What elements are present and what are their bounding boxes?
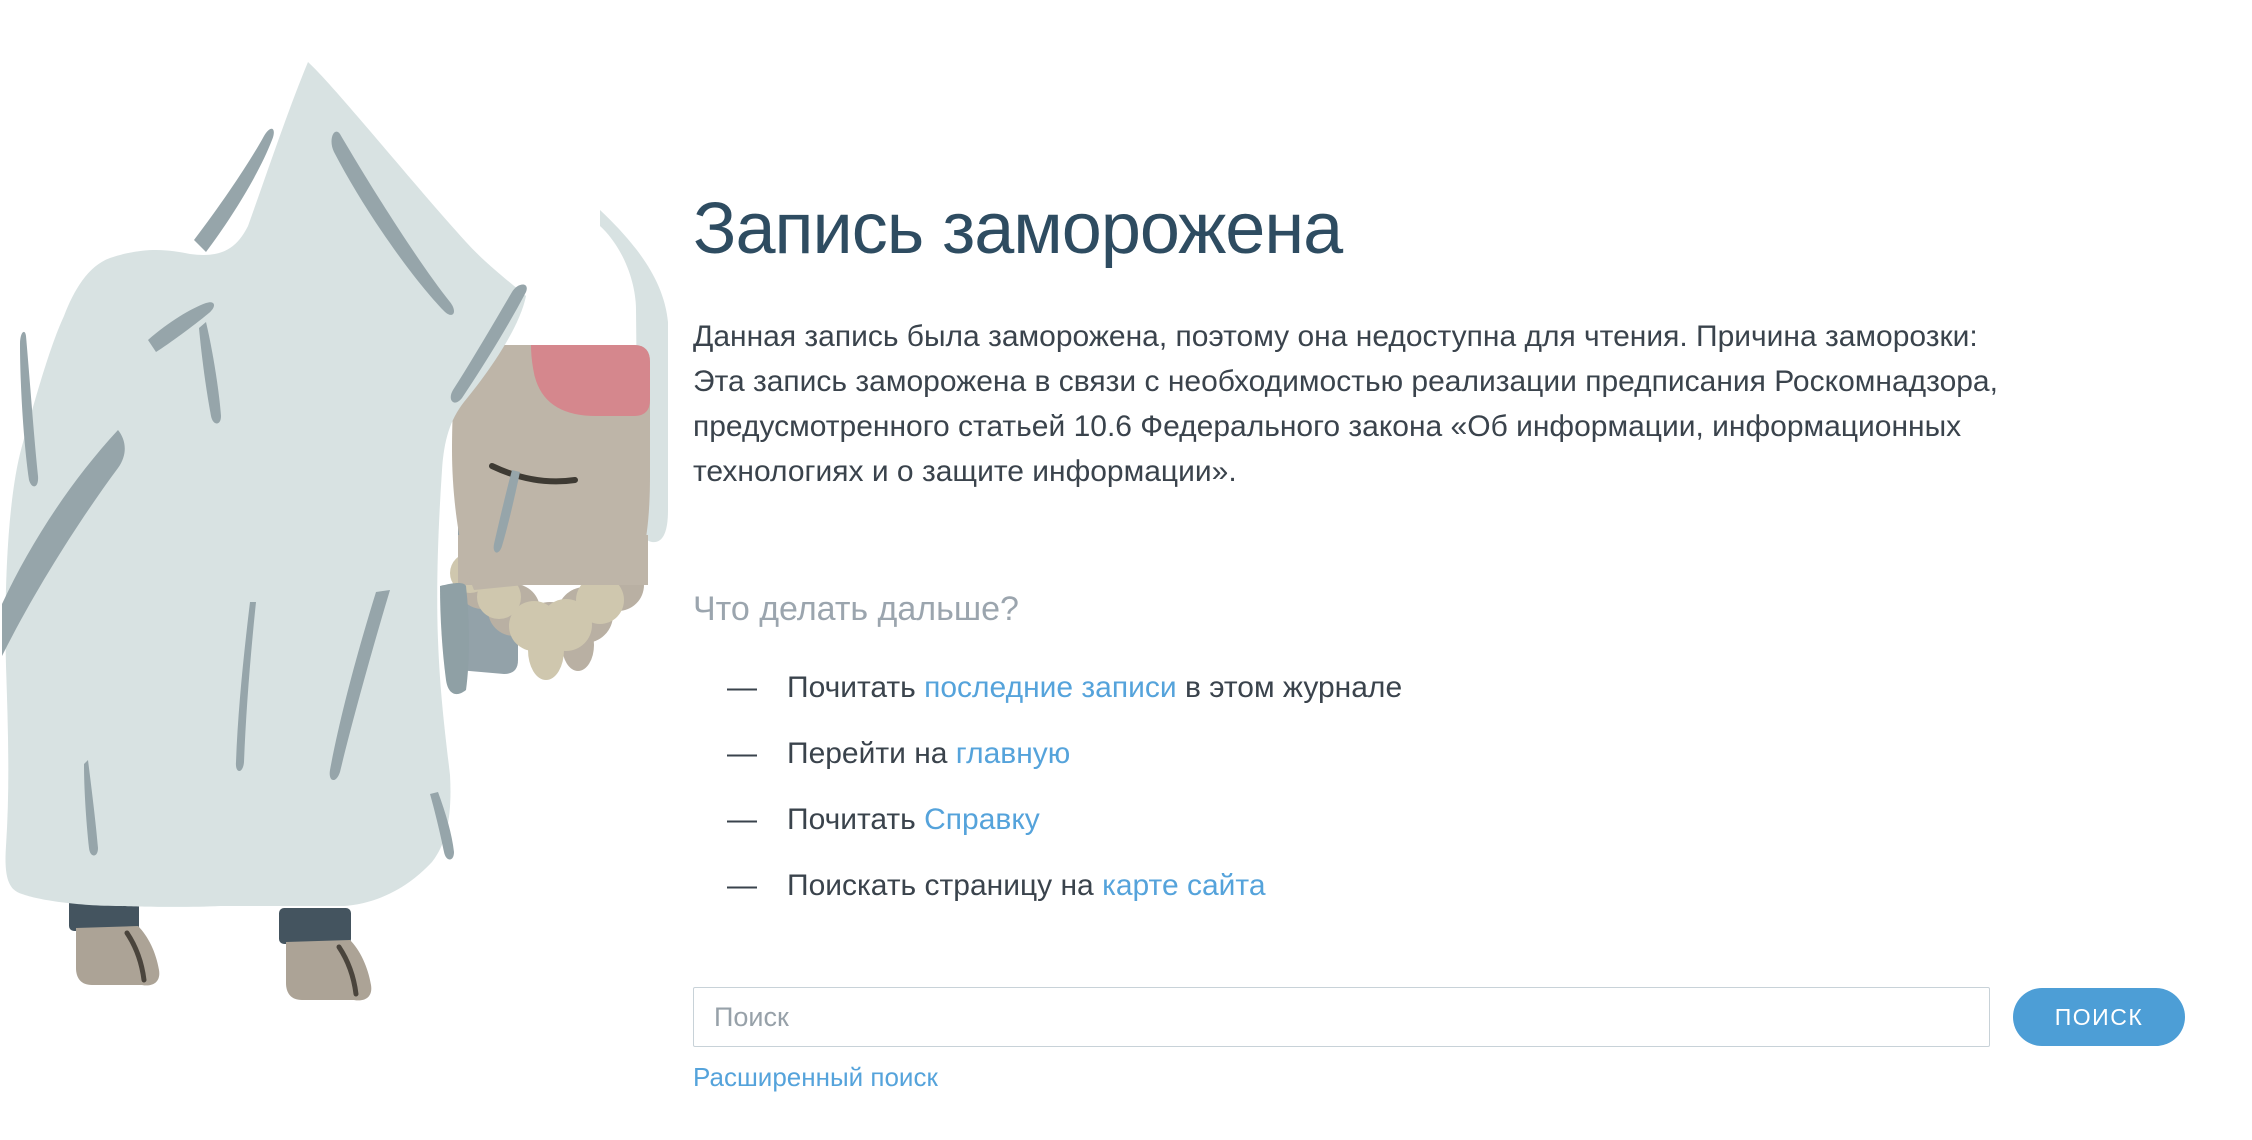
advanced-search-row [693,1062,938,1093]
suggestion-text [787,803,1040,837]
suggestion-suffix: в этом журнале [1176,671,1403,704]
freeze-description [693,314,1998,494]
list-item [693,655,1402,721]
suggestion-text [787,737,1070,771]
list-item [693,721,1402,787]
description-line: Данная запись была заморожена, поэтому она недоступна для чтения. Причина заморозки: [693,320,1978,353]
suggestions-list [693,655,1402,919]
list-item [693,853,1402,919]
description-line: Эта запись заморожена в связи с необходимостью реализации предписания Роскомнадзора, [693,365,1998,398]
list-item [693,787,1402,853]
description-line: технологиях и о защите информации». [693,455,1237,488]
list-item-dash: — [727,869,757,902]
home-page-link[interactable]: главную [955,737,1071,770]
list-item-dash: — [727,671,757,704]
recent-entries-link[interactable]: последние записи [924,671,1177,704]
suggestion-text [787,869,1266,903]
suggestion-prefix: Почитать [787,671,925,704]
page-title: Запись заморожена [693,189,1343,269]
suggestion-prefix: Поискать страницу на [787,869,1103,902]
help-link[interactable]: Справку [924,803,1040,836]
suggestion-text [787,671,1402,705]
list-item-dash: — [727,737,757,770]
what-next-heading: Что делать дальше? [693,590,1019,628]
suggestion-prefix: Перейти на [787,737,956,770]
suggestion-prefix: Почитать [787,803,925,836]
advanced-search-link[interactable]: Расширенный поиск [693,1062,938,1092]
sitemap-link[interactable]: карте сайта [1102,869,1266,902]
search-form [693,987,2185,1047]
description-line: предусмотренного статьей 10.6 Федерального закона «Об информации, информационных [693,410,1962,443]
frozen-character-illustration [0,30,680,1070]
list-item-dash: — [727,803,757,836]
search-input[interactable] [693,987,1990,1047]
search-button[interactable]: ПОИСК [2013,988,2185,1046]
